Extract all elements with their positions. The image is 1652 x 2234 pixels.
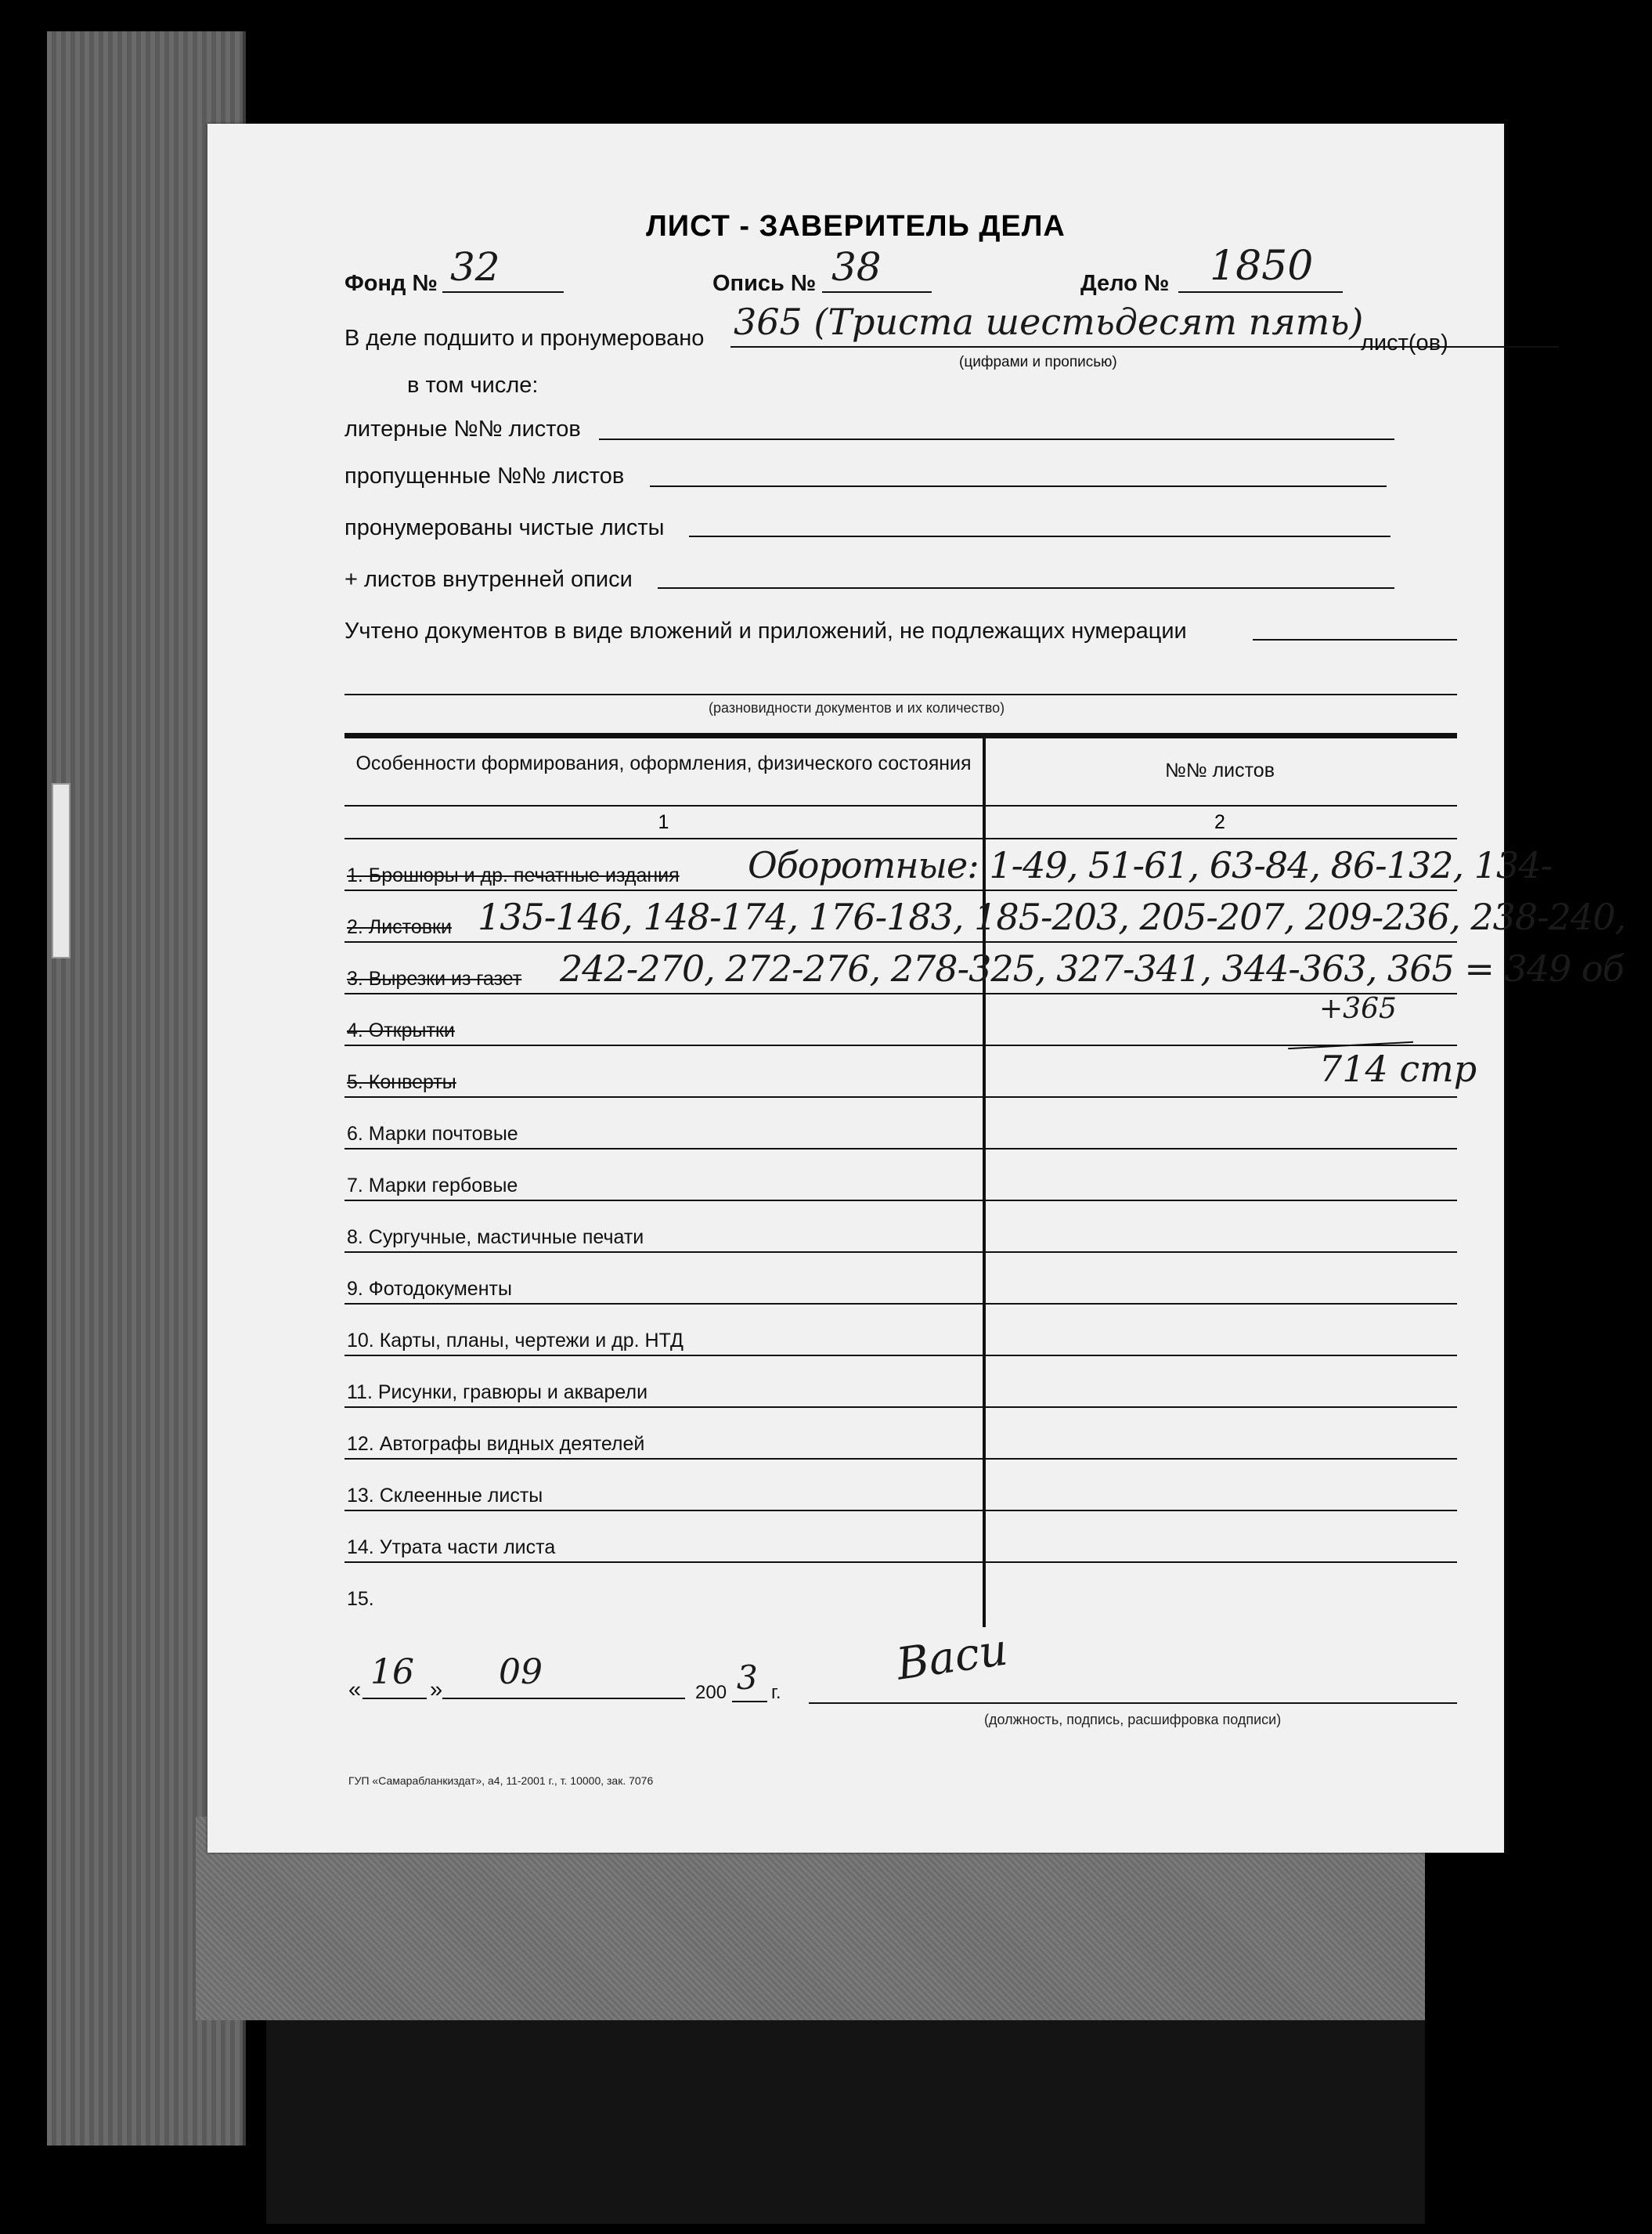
docs-field-2 (344, 666, 1457, 695)
page-title: ЛИСТ - ЗАВЕРИТЕЛЬ ДЕЛА (646, 210, 1066, 243)
literal-field (599, 410, 1394, 440)
opis-field (822, 244, 932, 293)
date-mid: » (430, 1677, 443, 1702)
signature: Васи (893, 1624, 1011, 1691)
row-15-label: 15. (347, 1588, 374, 1610)
col2-number: 2 (1214, 811, 1225, 833)
row-14-label: 14. Утрата части листа (347, 1536, 556, 1558)
date-open: « (348, 1677, 362, 1702)
literal-label: литерные №№ листов (344, 417, 581, 442)
sewn-suffix: лист(ов) (1361, 330, 1448, 355)
row-line-8 (344, 1222, 1457, 1253)
row-5-text: 5. Конверты (347, 1071, 456, 1093)
fond-label: Фонд № (344, 271, 438, 296)
day-field (363, 1652, 427, 1699)
opis-label: Опись № (712, 271, 817, 296)
row-line-10 (344, 1325, 1457, 1356)
handwritten-line-3: 242-270, 272-276, 278-325, 327-341, 344-363, 365 = 349 об (560, 947, 1624, 990)
row-line-12 (344, 1428, 1457, 1460)
handwritten-line-4: +365 (1319, 993, 1397, 1025)
docs-field (1253, 611, 1457, 641)
delo-value: 1850 (1210, 243, 1314, 290)
row-line-5 (344, 1066, 1457, 1098)
row-line-6 (344, 1118, 1457, 1149)
blank-label: пронумерованы чистые листы (344, 515, 665, 540)
row-line-11 (344, 1377, 1457, 1408)
row-2-text: 2. Листовки (347, 916, 452, 938)
row-1-text: 1. Брошюры и др. печатные издания (347, 864, 680, 886)
dark-background (266, 2020, 1425, 2224)
blank-field (689, 507, 1390, 537)
row-3-text: 3. Вырезки из газет (347, 968, 522, 990)
row-8-label: 8. Сургучные, мастичные печати (347, 1226, 644, 1248)
year-suffix: г. (771, 1682, 781, 1703)
inner-field (658, 559, 1394, 589)
col1-number: 1 (658, 811, 669, 833)
sewn-value: 365 (Триста шестьдесят пять) (734, 301, 1364, 343)
missed-label: пропущенные №№ листов (344, 464, 625, 489)
sewn-label: В деле подшито и пронумеровано (344, 326, 705, 351)
row-line-13 (344, 1480, 1457, 1511)
header-divider (344, 805, 1457, 807)
row-11-label: 11. Рисунки, гравюры и акварели (347, 1381, 648, 1403)
month-field (442, 1652, 685, 1699)
year-field (732, 1658, 767, 1702)
including-label: в том числе: (407, 373, 539, 398)
row-6-label: 6. Марки почтовые (347, 1123, 518, 1145)
row-10-label: 10. Карты, планы, чертежи и др. НТД (347, 1330, 684, 1352)
missed-field (650, 457, 1387, 487)
certification-sheet (207, 124, 1626, 1853)
row-4-text: 4. Открытки (347, 1020, 455, 1041)
row-12-label: 12. Автографы видных деятелей (347, 1433, 645, 1455)
fond-field (442, 244, 564, 293)
table-top-border (344, 733, 1457, 738)
docs-label: Учтено документов в виде вложений и приложений, не подлежащих нумерации (344, 619, 1187, 644)
day-value: 16 (370, 1652, 414, 1692)
signature-hint: (должность, подпись, расшифровка подписи) (984, 1712, 1282, 1727)
printer-imprint: ГУП «Самарабланкиздат», а4, 11-2001 г., т. 10000, зак. 7076 (348, 1774, 654, 1787)
row-7-label: 7. Марки гербовые (347, 1175, 518, 1196)
year-value: 3 (737, 1658, 758, 1697)
col1-header: Особенности формирования, оформления, физического состояния (355, 752, 972, 774)
fond-value: 32 (450, 244, 500, 290)
delo-field (1178, 243, 1343, 293)
row-line-4 (344, 1015, 1457, 1046)
opis-value: 38 (831, 244, 882, 290)
row-line-14 (344, 1532, 1457, 1563)
row-line-7 (344, 1170, 1457, 1201)
row-line-9 (344, 1273, 1457, 1305)
handwritten-line-1: Оборотные: 1-49, 51-61, 63-84, 86-132, 134- (748, 844, 1553, 886)
sewn-hint: (цифрами и прописью) (959, 354, 1117, 370)
handwritten-line-2: 135-146, 148-174, 176-183, 185-203, 205-207, 209-236, 238-240, (478, 896, 1626, 938)
number-divider (344, 838, 1457, 839)
row-9-label: 9. Фотодокументы (347, 1278, 512, 1300)
month-value: 09 (499, 1652, 543, 1692)
year-prefix: 200 (695, 1682, 727, 1703)
docs-hint: (разновидности документов и их количество) (709, 700, 1005, 716)
handwritten-line-5: 714 стр (1319, 1048, 1477, 1090)
row-13-label: 13. Склеенные листы (347, 1485, 543, 1507)
inner-label: + листов внутренней описи (344, 567, 633, 592)
binding-tape (52, 783, 70, 958)
col2-header: №№ листов (1165, 760, 1275, 781)
delo-label: Дело № (1080, 271, 1170, 296)
